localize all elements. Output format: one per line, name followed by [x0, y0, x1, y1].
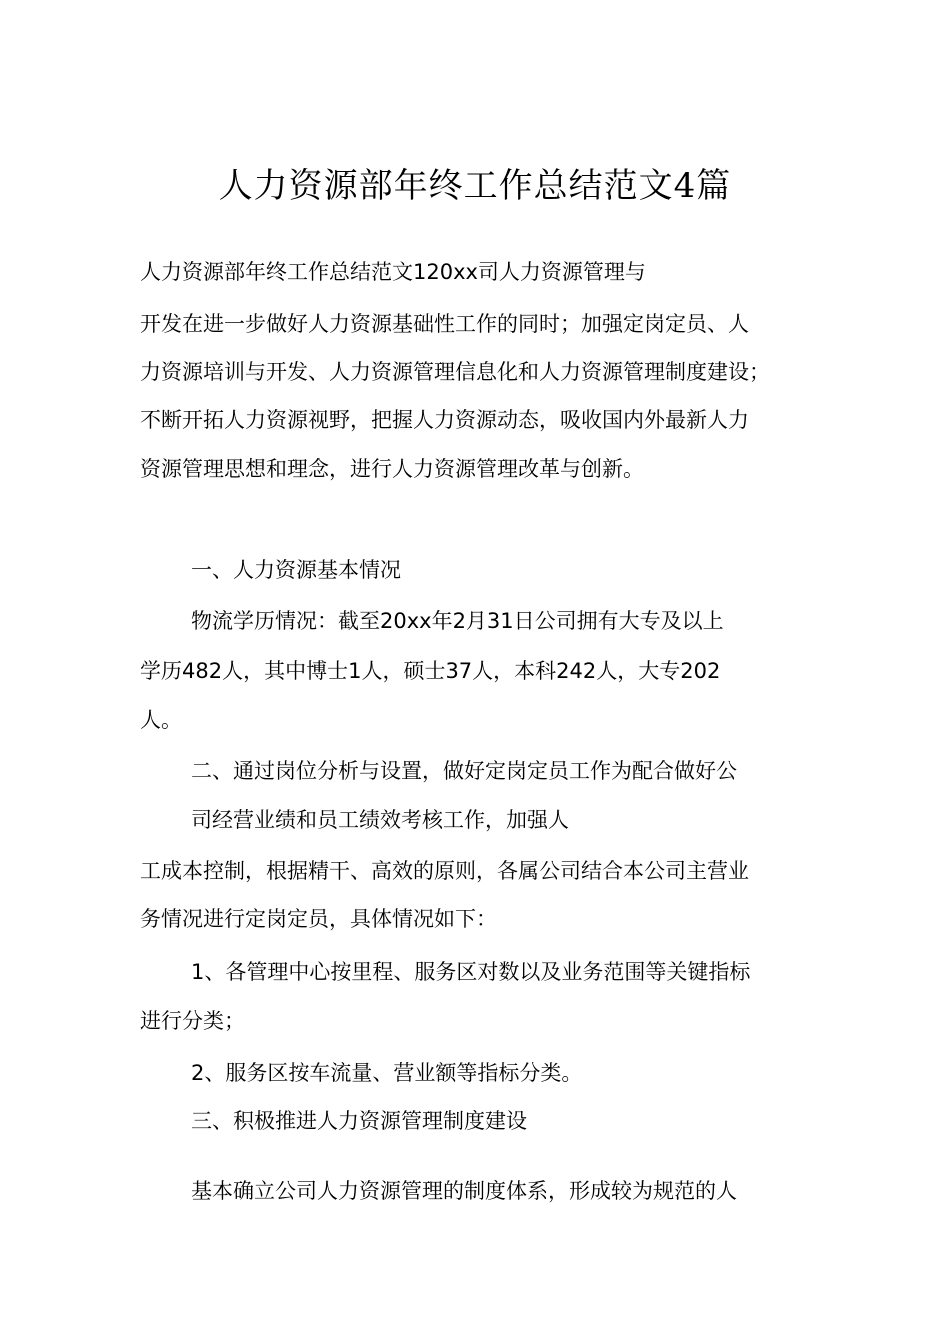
- paragraph-line: 人。: [140, 708, 182, 732]
- paragraph-line: 开发在进一步做好人力资源基础性工作的同时；加强定岗定员、人: [140, 312, 749, 336]
- section-heading: 三、积极推进人力资源管理制度建设: [191, 1109, 527, 1133]
- paragraph-line: 基本确立公司人力资源管理的制度体系，形成较为规范的人: [191, 1179, 737, 1203]
- paragraph-line: 人力资源部年终工作总结范文120xx司人力资源管理与: [140, 260, 646, 284]
- paragraph-line: 资源管理思想和理念，进行人力资源管理改革与创新。: [140, 457, 644, 481]
- paragraph-line: 司经营业绩和员工绩效考核工作，加强人: [191, 808, 569, 832]
- paragraph-line: 工成本控制，根据精干、高效的原则，各属公司结合本公司主营业: [140, 859, 749, 883]
- section-heading: 二、通过岗位分析与设置，做好定岗定员工作为配合做好公: [191, 759, 737, 783]
- paragraph-line: 物流学历情况：截至20xx年2月31日公司拥有大专及以上: [191, 609, 724, 633]
- paragraph-line: 学历482人，其中博士1人，硕士37人，本科242人，大专202: [140, 659, 721, 683]
- paragraph-line: 务情况进行定岗定员，具体情况如下：: [140, 907, 497, 931]
- list-item: 1、各管理中心按里程、服务区对数以及业务范围等关键指标: [191, 960, 751, 984]
- paragraph-line: 进行分类；: [140, 1009, 245, 1033]
- list-item: 2、服务区按车流量、营业额等指标分类。: [191, 1061, 583, 1085]
- section-heading: 一、人力资源基本情况: [191, 558, 401, 582]
- paragraph-line: 力资源培训与开发、人力资源管理信息化和人力资源管理制度建设；: [140, 360, 770, 384]
- paragraph-line: 不断开拓人力资源视野，把握人力资源动态，吸收国内外最新人力: [140, 408, 749, 432]
- document-title: 人力资源部年终工作总结范文4篇: [218, 166, 732, 206]
